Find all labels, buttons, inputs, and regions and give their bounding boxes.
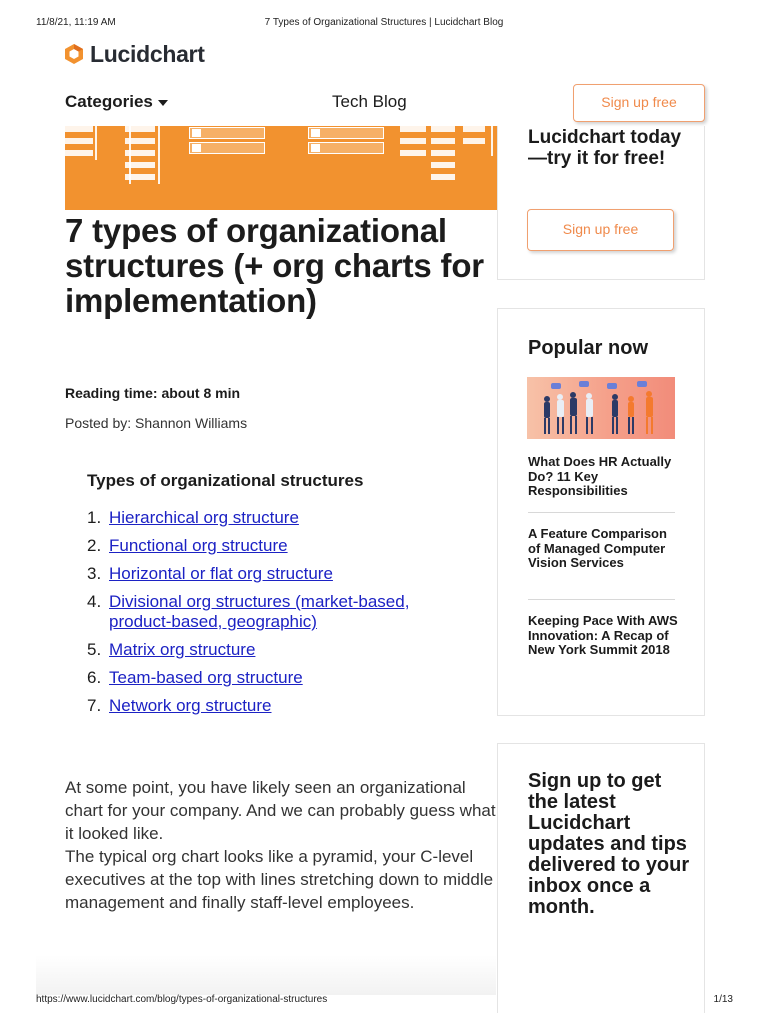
toc-link-hierarchical[interactable]: Hierarchical org structure <box>109 508 299 527</box>
toc-item <box>87 696 417 716</box>
toc-link-network[interactable]: Network org structure <box>109 696 272 715</box>
print-page-number: 1/13 <box>713 994 733 1005</box>
toc-item <box>87 640 417 660</box>
table-of-contents <box>87 508 417 724</box>
toc-number: 5. <box>87 640 102 659</box>
people-illustration-icon <box>527 377 675 439</box>
article-body <box>65 776 505 914</box>
toc-heading: Types of organizational structures <box>87 471 364 490</box>
popular-item-hr[interactable]: What Does HR Actually Do? 11 Key Responsibilities <box>528 454 672 498</box>
toc-number: 7. <box>87 696 102 715</box>
toc-item <box>87 592 417 632</box>
newsletter-text: Sign up to get the latest Lucidchart updates and tips delivered to your inbox once a month. <box>528 770 690 918</box>
toc-link-matrix[interactable]: Matrix org structure <box>109 640 256 659</box>
toc-item <box>87 536 417 556</box>
logo-text: Lucidchart <box>90 40 205 67</box>
toc-number: 6. <box>87 668 102 687</box>
toc-number: 3. <box>87 564 102 583</box>
content-bottom-fade <box>36 955 496 995</box>
posted-by: Posted by: Shannon Williams <box>65 415 248 431</box>
hero-org-chart-image <box>65 126 497 210</box>
popular-thumbnail-image[interactable] <box>527 377 675 439</box>
tech-blog-link[interactable]: Tech Blog <box>332 92 407 111</box>
nav-signup-button[interactable]: Sign up free <box>573 84 705 122</box>
reading-time: Reading time: about 8 min <box>65 385 241 401</box>
sidebar-signup-button[interactable]: Sign up free <box>527 209 674 251</box>
toc-number: 1. <box>87 508 102 527</box>
popular-item-computer-vision[interactable]: A Feature Comparison of Managed Computer Vision Services <box>528 526 667 570</box>
body-paragraph: At some point, you have likely seen an organizational chart for your company. And we can probably guess what it looked like. <box>65 778 496 843</box>
toc-number: 2. <box>87 536 102 555</box>
sidebar-promo-text: Lucidchart today—try it for free! <box>528 127 682 169</box>
toc-link-functional[interactable]: Functional org structure <box>109 536 288 555</box>
print-url: https://www.lucidchart.com/blog/types-of-organizational-structures <box>36 994 328 1005</box>
toc-item <box>87 564 417 584</box>
article-title: 7 types of organizational structures (+ org charts for implementation) <box>65 212 484 319</box>
toc-link-divisional[interactable]: Divisional org structures (market-based, product-based, geographic) <box>109 592 410 631</box>
toc-link-horizontal[interactable]: Horizontal or flat org structure <box>109 564 333 583</box>
toc-link-team-based[interactable]: Team-based org structure <box>109 668 303 687</box>
caret-down-icon <box>158 100 168 106</box>
print-page-title: 7 Types of Organizational Structures | Lucidchart Blog <box>264 17 504 28</box>
popular-item-aws[interactable]: Keeping Pace With AWS Innovation: A Recap of New York Summit 2018 <box>528 613 678 657</box>
print-footer <box>0 994 768 1008</box>
popular-now-title: Popular now <box>528 337 648 359</box>
main-nav <box>0 80 768 126</box>
toc-item <box>87 668 417 688</box>
popular-divider <box>528 512 675 513</box>
toc-number: 4. <box>87 592 102 611</box>
toc-item <box>87 508 417 528</box>
print-datetime: 11/8/21, 11:19 AM <box>36 17 116 28</box>
print-header <box>0 17 768 31</box>
lucidchart-logo[interactable] <box>64 40 205 68</box>
categories-menu[interactable] <box>65 92 168 112</box>
body-paragraph: The typical org chart looks like a pyramid, your C-level executives at the top with lines stretching down to middle management and finally staff-level employees. <box>65 847 494 912</box>
categories-label: Categories <box>65 92 153 111</box>
popular-divider <box>528 599 675 600</box>
lucidchart-logo-icon <box>64 43 84 65</box>
